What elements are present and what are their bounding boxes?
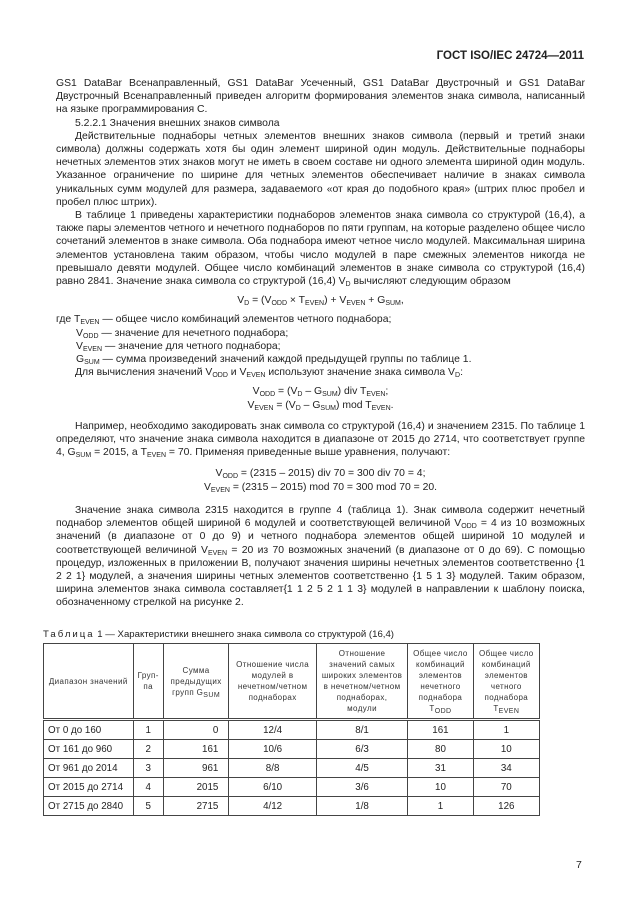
subscript: ODD [271,300,288,308]
subscript: D [345,281,351,289]
text-run: , [400,295,404,307]
table-cell: 161 [163,740,229,759]
table-cell: От 961 до 2014 [44,759,134,778]
text-run: ) mod T [335,399,372,411]
legend-item [56,327,585,340]
column-header [133,644,163,720]
subscript: EVEN [146,452,167,460]
text-run: = (2315 – 2015) mod 70 = 300 mod 70 = 20. [229,481,438,493]
text-run: Отношение значений самых широких элементов в нечетном/четном поднаборах, модули [321,649,403,713]
formula [56,467,585,493]
table-cell: 6/10 [229,778,317,797]
subscript: D [455,372,461,380]
legend-item [56,353,585,366]
column-header [408,644,473,720]
table-cell: От 2015 до 2714 [44,778,134,797]
paragraph: GS1 DataBar Всенаправленный, GS1 DataBar Усеченный, GS1 DataBar Двустрочный и GS1 DataBar Двустрочный Всенаправленный приведен алгоритм формирования элементов знака символа, написанный на языке программирования С. [56,78,585,116]
paragraph [56,366,585,379]
subscript: SUM [84,359,100,367]
subscript: EVEN [80,319,100,327]
subscript: ODD [259,391,276,399]
table-cell: 10 [408,778,473,797]
page-number: 7 [576,859,582,871]
legend-item [56,340,585,353]
table-cell: 2715 [163,797,229,816]
text-run: – G [300,399,321,411]
text-run: — значение для четного поднабора; [102,340,281,352]
text-run: – G [302,386,323,398]
text-run: = (V [273,399,296,411]
text-run: = 2015, а T [91,447,147,459]
table-cell: 961 [163,759,229,778]
formula-vodd [56,385,585,398]
table-cell: От 161 до 960 [44,740,134,759]
formula-vd [56,294,585,307]
text-run: Сумма предыдущих групп G [170,665,222,697]
text-run: Значение знака символа 2315 находится в группе 4 (таблица 1). Знак символа содержит нечетный поднабор элементов общей шириной 6 модулей и соответствующей величиной V [56,504,585,530]
subscript: EVEN [305,300,325,308]
text-run: V [237,295,245,307]
table-cell: 2015 [163,778,229,797]
table-cell: 10 [473,740,539,759]
text-run: G [76,354,85,366]
text-run: и V [227,367,247,379]
text-run: V [203,481,211,493]
table-row [44,740,540,759]
table-cell: 4/5 [316,759,407,778]
text-run: = (V [275,386,298,398]
subscript: EVEN [210,486,230,494]
text-run: — значение для нечетного поднабора; [98,327,289,339]
text-run: ) div T [337,386,367,398]
subscript: EVEN [371,404,391,412]
subscript: SUM [203,691,221,699]
table-cell: 1 [133,720,163,740]
table-header-row [44,644,540,720]
subscript: EVEN [346,300,366,308]
subscript: ODD [461,523,477,531]
table-row [44,778,540,797]
subscript: ODD [222,473,239,481]
text-run: Например, необходимо закодировать знак символа со структурой (16,4) и значением 2315. По таблице 1 определяют, что значение знака символа находится в диапазоне от 2015 до 2714, что соответствует группе 4, G [56,420,585,459]
column-header [229,644,317,720]
text-run: = 70. Применяя приведенные выше уравнения, получают: [166,447,451,459]
column-header [316,644,407,720]
document-body [56,77,585,610]
text-run: V [252,386,260,398]
text-run: В таблице 1 приведены характеристики поднаборов элементов знака символа со структурой (16,4), а также пары элементов четного и нечетного поднаборов по пяти группам, на которые разделено общее число сочетаний элементов в знаке символа. Оба поднабора имеют четное число модулей. Максимальная ширина элементов установлена таким образом, чтобы число модулей в паре смежных элементов никогда не превышало девяти модулей. Общее число комбинаций элементов в знаке символа со структурой (16,4) равно 2841. Значение знака символа со структурой (16,4) V [56,210,585,288]
table-cell: 10/6 [229,740,317,759]
subscript: EVEN [82,345,102,353]
table-cell: 8/8 [229,759,317,778]
table-cell: 161 [408,720,473,740]
table-cell: 6/3 [316,740,407,759]
formula-example-vodd [56,467,585,480]
text-run: — сумма произведений значений каждой предыдущей группы по таблице 1. [99,354,472,366]
text-run: Груп-па [137,671,159,691]
formula [56,294,585,307]
text-run: × T [287,295,306,307]
text-run: ; [385,386,389,398]
formula-example-veven [56,481,585,494]
table-cell: 1 [473,720,539,740]
table-cell: 4 [133,778,163,797]
subscript: EVEN [246,372,266,380]
column-header [44,644,134,720]
text-run: где T [56,314,81,326]
subscript: SUM [385,300,401,308]
table-cell: 8/1 [316,720,407,740]
text-run: Отношение числа модулей в нечетном/четном поднаборах [236,660,310,702]
table-cell: 1/8 [316,797,407,816]
text-run: — общее число комбинаций элементов четного поднабора; [99,314,392,326]
subscript: EVEN [366,391,386,399]
subscript: ODD [434,708,452,715]
table-cell: 126 [473,797,539,816]
characteristics-table [43,643,540,816]
table-body [44,720,540,816]
section-heading: 5.2.2.1 Значения внешних знаков символа [75,117,280,129]
text-run: используют значение знака символа V [265,367,455,379]
text-run: = (V [249,295,272,307]
table-cell: 3/6 [316,778,407,797]
text-run: + G [365,295,386,307]
table-cell: 34 [473,759,539,778]
legend-item [56,313,585,326]
document-header: ГОСТ ISO/IEC 24724—2011 [436,50,584,62]
table-cell: 2 [133,740,163,759]
column-header [473,644,539,720]
column-header [163,644,229,720]
text-run: : [460,367,463,379]
text-run: = 4 из 10 возможных значений (в диапазоне от 0 до 9) и четного поднабора элементов общей шириной 10 модулей и соответствующей величиной V [56,518,585,556]
subscript: ODD [82,332,99,340]
text-run: V [215,468,223,480]
caption-text: 1 — Характеристики внешнего знака символа со структурой (16,4) [94,629,394,640]
formula-legend [56,313,585,366]
table-cell: От 0 до 160 [44,720,134,740]
subscript: SUM [75,452,92,460]
text-run: = 20 из 70 возможных значений (в диапазоне от 0 до 69). С помощью процедур, изложенных в приложении В, получают значения ширины нечетных элементов соответственно {1 2 2 1} модулей, а значения ширины четных элементов соответственно {1 5 1 3} модулей. Таким образом, ширина элементов знака символа составляет{1 1 2 5 2 1 1 3} модулей в направлении к шаблону поиска, обозначенному стрелкой на рисунке 2. [56,544,585,609]
subscript: EVEN [498,708,520,715]
subscript: ODD [212,372,228,380]
text-run: V [76,340,83,352]
text-run: . [390,399,394,411]
paragraph [56,209,585,288]
formula-veven [56,399,585,412]
subscript: SUM [322,391,338,399]
text-run: Диапазон значений [48,676,128,686]
text-run: Общее число комбинаций элементов нечетного поднабора T [413,649,468,713]
table-cell: От 2715 до 2840 [44,797,134,816]
table-cell: 3 [133,759,163,778]
subscript: SUM [320,404,336,412]
table-cell: 70 [473,778,539,797]
text-run: вычисляют следующим образом [350,276,511,288]
table-row [44,797,540,816]
paragraph [56,504,585,610]
text-run: = (2315 – 2015) div 70 = 300 div 70 = 4; [238,468,426,480]
formula [56,385,585,411]
subscript: D [297,391,303,399]
paragraph [56,420,585,460]
table-cell: 4/12 [229,797,317,816]
table-cell: 12/4 [229,720,317,740]
text-run: Для вычисления значений V [75,367,213,379]
subscript: EVEN [254,404,274,412]
table-row [44,720,540,740]
table-cell: 31 [408,759,473,778]
table-cell: 80 [408,740,473,759]
text-run: V [247,399,255,411]
table-cell: 0 [163,720,229,740]
text-run: V [76,327,83,339]
subscript: D [295,404,301,412]
subscript: D [244,300,250,308]
paragraph: Действительные поднаборы четных элементов внешних знаков символа (первый и третий знаки символа) должны содержать хотя бы один элемент шириной один модуль. Действительные поднаборы нечетных элементов этих знаков могут не иметь в своем составе ни одного элемента шириной один модуль. Указанное ограничение по ширине для четных элементов обеспечивает наличие в знаках символа уникальных сумм модулей для размера, задаваемого «от края до подобного края» (штрих плюс пробел и пробел плюс штрих). [56,130,585,208]
table-caption [43,629,394,640]
table-row [44,759,540,778]
subscript: EVEN [207,549,227,557]
table-cell: 5 [133,797,163,816]
table-cell: 1 [408,797,473,816]
text-run: ) + V [324,295,347,307]
text-run: Общее число комбинаций элементов четного поднабора T [478,649,534,713]
caption-prefix: Таблица [43,629,95,640]
